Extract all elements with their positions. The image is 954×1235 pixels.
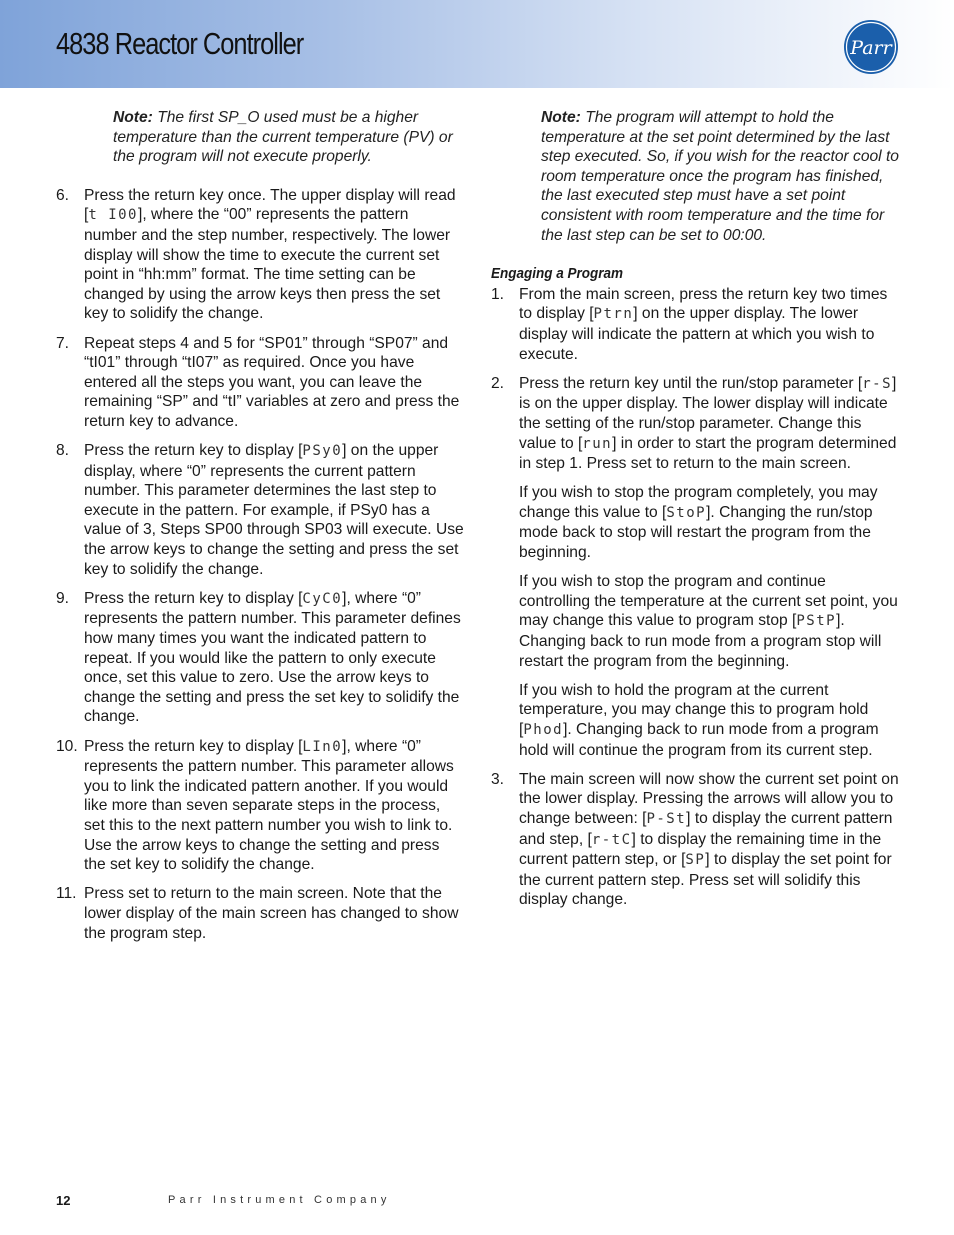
step-number: 1. [491, 285, 505, 303]
step-8 [56, 441, 464, 579]
engage-step-1 [491, 285, 899, 364]
engage-step-3 [491, 770, 899, 910]
engaging-steps-list [491, 285, 899, 910]
display-code: r-S [862, 375, 893, 392]
step-text-post: ] to display the set point for the current pattern step. Press set will solidify this display change. [519, 851, 892, 909]
step-text-post: ] on the upper display. The lower display will indicate the pattern at which you wish to execute. [519, 305, 875, 363]
step-text-mid: ] is on the upper display. The lower display will indicate the setting of the run/stop parameter. Change this value to [ [519, 374, 897, 452]
step-number: 6. [56, 186, 70, 204]
note-text: The program will attempt to hold the temperature at the set point determined by the last step executed. So, if you wish for the reactor cool to room temperature once the program has finished, the last executed step must have a set point consistent with room temperature and the time for the last step can be set to 00:00. [541, 109, 899, 244]
step-number: 7. [56, 334, 70, 352]
display-code: Phod [523, 722, 564, 738]
step-text-pre: Press the return key until the run/stop parameter [ [519, 374, 863, 392]
note-hold-temperature [541, 108, 899, 245]
step-9 [56, 589, 464, 727]
stop-program-paragraph [519, 483, 899, 562]
step-11 [56, 884, 464, 943]
step-text-mid: ] to display the remaining time in the current pattern step, or [ [519, 830, 882, 869]
page-number: 12 [56, 1193, 71, 1208]
step-text-post: ], where “0” represents the pattern number. This parameter defines how many times you want the indicated pattern to repeat. If you would like the pattern to only execute once, set this value to zero. Use the arrow keys to change the setting and press the set key to solidify the change. [84, 589, 461, 726]
step-number: 2. [491, 374, 505, 392]
note-label: Note: [113, 109, 153, 126]
para-text-post: ]. Changing back to run mode from a program hold will continue the program from its current step. [519, 721, 879, 759]
para-text-pre: If you wish to hold the program at the current temperature, you may change this to program hold [ [519, 681, 869, 738]
step-6 [56, 186, 464, 324]
parr-logo-icon [842, 18, 900, 76]
step-number: 10. [56, 737, 78, 755]
note-text: The first SP_O used must be a higher temperature than the current temperature (PV) or the program will not execute properly. [113, 109, 453, 166]
step-text-post: ] on the upper display, where “0” represents the current pattern number. This parameter determines the last step to execute in the pattern. For example, if PSy0 has a value of 3, Steps SP00 through SP03 will execute. Use the arrow keys to change the setting and press the set key to solidify the change. [84, 442, 464, 578]
display-code: Ptrn [593, 306, 634, 323]
engage-step-2 [491, 374, 899, 760]
step-text-pre: Press the return key to display [ [84, 442, 303, 460]
step-text-mid: ] to display the current pattern and step, [ [519, 809, 893, 848]
step-text-pre: From the main screen, press the return key two times to display [ [519, 285, 888, 323]
svg-text:Parr: Parr [850, 37, 892, 59]
para-text-pre: If you wish to stop the program and continue controlling the temperature at the current set point, you may change this value to program stop [ [519, 573, 898, 630]
step-number: 8. [56, 442, 70, 460]
right-column [491, 108, 899, 920]
display-code: PStP [796, 613, 837, 630]
step-number: 11. [56, 885, 77, 903]
step-number: 3. [491, 770, 505, 788]
note-label: Note: [541, 109, 581, 126]
step-10 [56, 737, 464, 875]
para-text-post: ]. Changing the run/stop mode back to stop will restart the program from the beginning. [519, 503, 873, 562]
display-code: P-St [646, 810, 687, 827]
para-text-post: ]. Changing back to run mode from a program stop will restart the program from the beginning. [519, 612, 882, 670]
step-text-post: ] in order to start the program determined in step 1. Press set to return to the main screen. [519, 434, 897, 473]
display-code: r-tC [591, 831, 632, 848]
display-code: LIn0 [302, 738, 343, 755]
display-code: PSy0 [302, 443, 343, 460]
step-text-pre: Press the return key once. The upper display will read [ [84, 186, 456, 224]
section-heading-engaging-program: Engaging a Program [491, 265, 624, 283]
display-code: run [582, 435, 613, 452]
step-text-pre: Press the return key to display [ [84, 589, 303, 607]
display-code: CyC0 [302, 590, 343, 607]
para-text-pre: If you wish to stop the program completely, you may change this value to [ [519, 484, 878, 521]
left-column [56, 108, 464, 953]
step-text: Press set to return to the main screen. Note that the lower display of the main screen has changed to show the program step. [84, 885, 459, 942]
step-text-post: ], where “0” represents the pattern number. This parameter allows you to link the indicated pattern another. If you would like more than seven separate steps in the process, set this to the next pattern number you wish to link to. Use the arrow keys to change the setting and press the set key to solidify the change. [84, 737, 454, 874]
step-text: Repeat steps 4 and 5 for “SP01” through “SP07” and “tI01” through “tI07” as required. Once you have entered all the steps you want, you can leave the remaining “SP” and “tI” variables at zero and press the return key to advance. [84, 334, 460, 430]
step-text-post: ], where the “00” represents the pattern number and the step number, respectively. The lower display will show the time to execute the current set point in “hh:mm” format. The time setting can be changed by using the arrow keys then press the set key to solidify the change. [84, 206, 451, 323]
display-code: StoP [666, 504, 707, 521]
step-7 [56, 334, 464, 432]
footer-company-name: Parr Instrument Company [168, 1194, 391, 1206]
step-text-pre: Press the return key to display [ [84, 737, 303, 755]
document-title: 4838 Reactor Controller [56, 26, 304, 61]
page-header [0, 0, 954, 88]
note-first-sp [113, 108, 464, 167]
step-number: 9. [56, 589, 70, 607]
display-code: t I00 [88, 207, 138, 224]
program-hold-paragraph [519, 681, 899, 760]
step-text-pre: The main screen will now show the current set point on the lower display. Pressing the arrows will allow you to change between: [ [519, 770, 899, 827]
program-steps-list [56, 186, 464, 943]
display-code: SP [685, 852, 706, 869]
program-stop-paragraph [519, 572, 899, 671]
